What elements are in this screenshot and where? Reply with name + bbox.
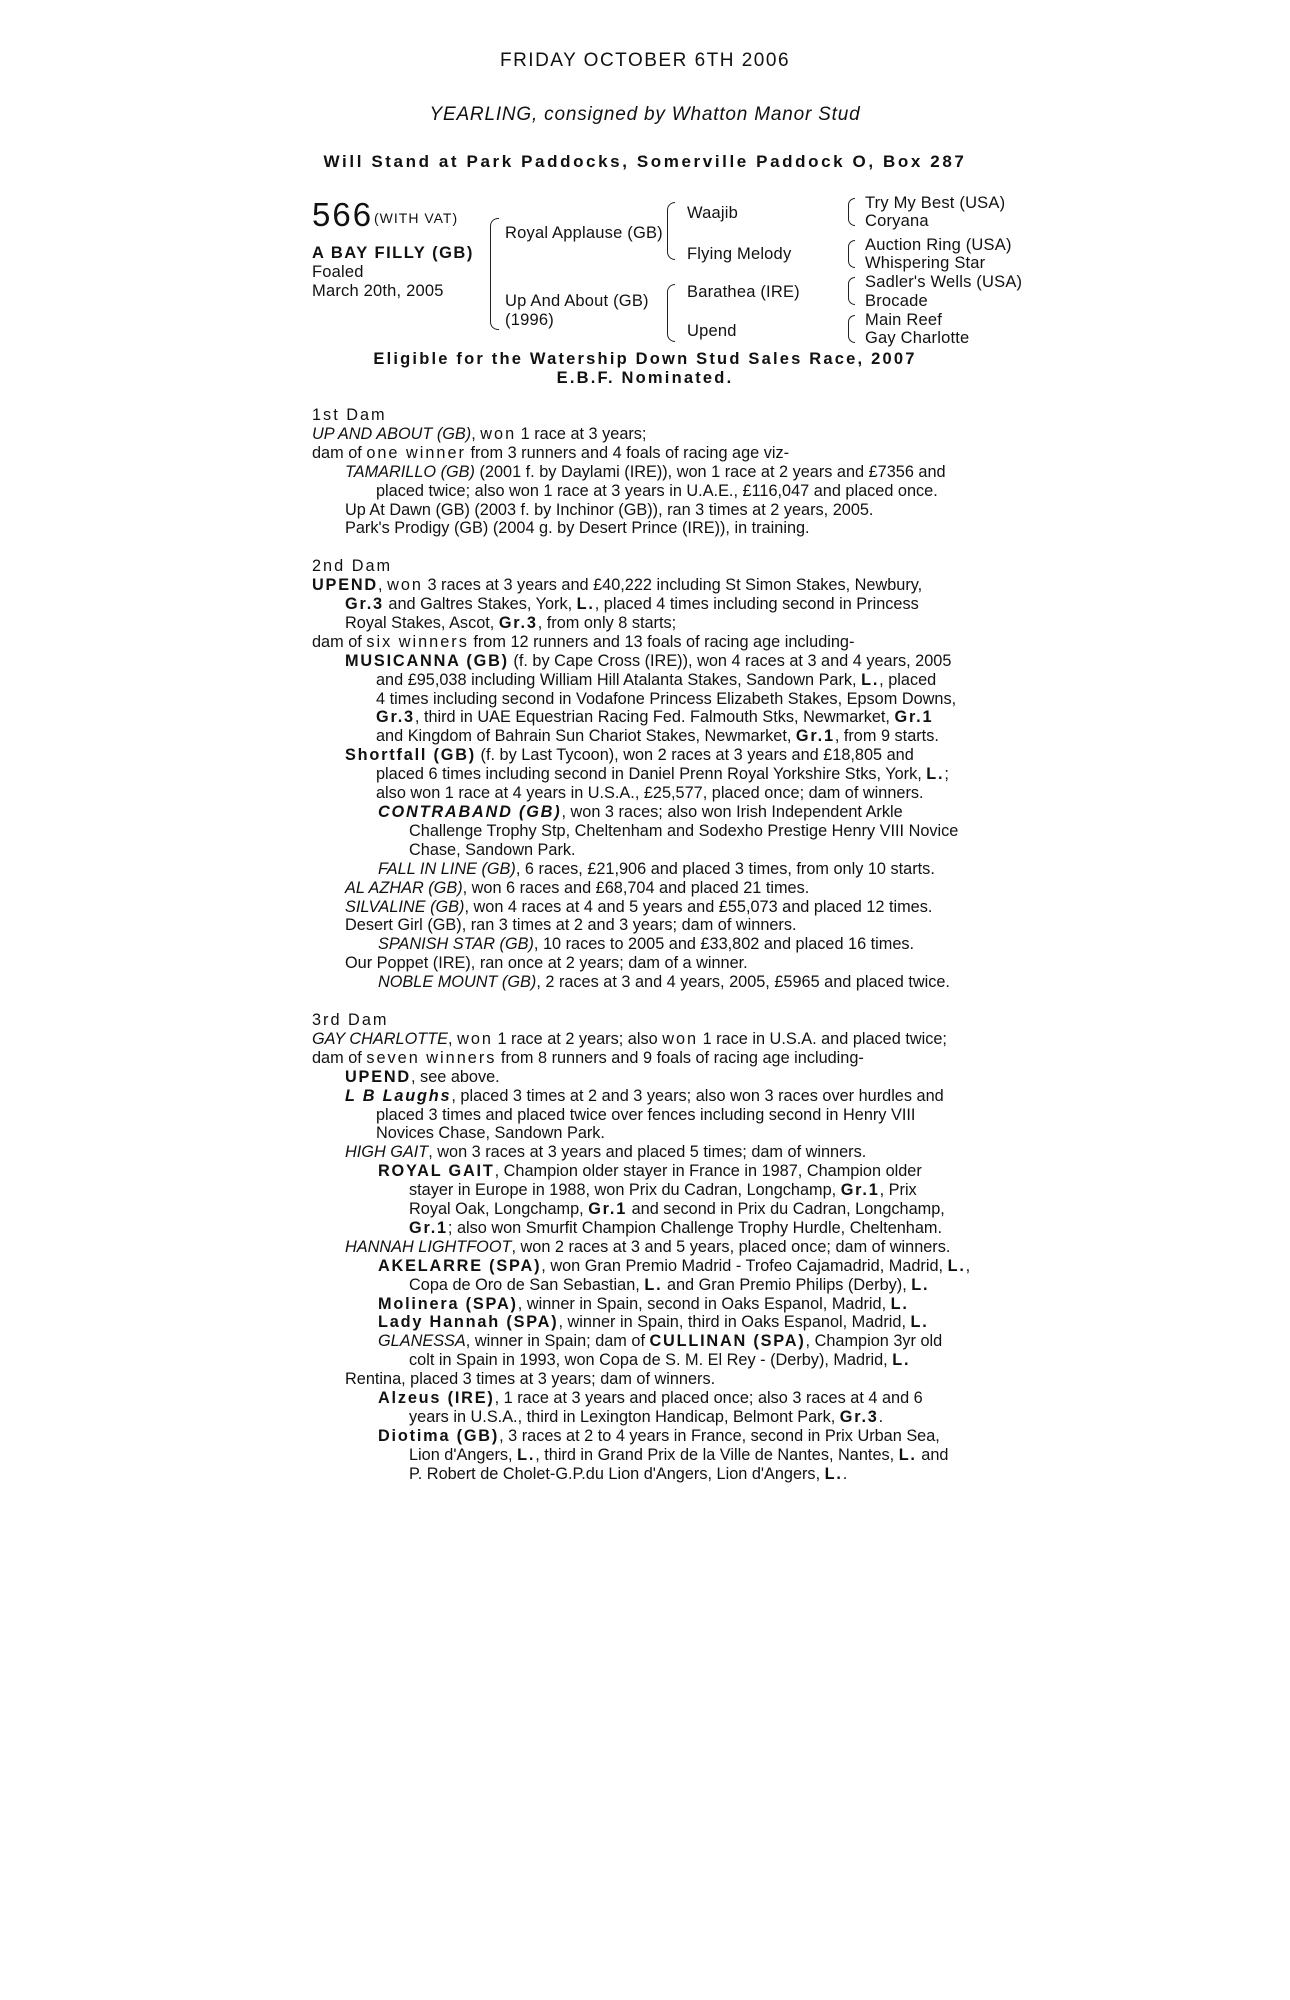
- text-line: years in U.S.A., third in Lexington Handicap, Belmont Park, Gr.3.: [409, 1408, 884, 1426]
- text-line: Molinera (SPA), winner in Spain, second in Oaks Espanol, Madrid, L.: [378, 1294, 909, 1313]
- pedigree-brace-sire: [667, 202, 675, 260]
- pedigree-dam: Up And About (GB): [505, 292, 649, 310]
- text-line: Gr.3, third in UAE Equestrian Racing Fed. Falmouth Stks, Newmarket, Gr.1: [376, 708, 934, 727]
- stand-location: Will Stand at Park Paddocks, Somerville Paddock O, Box 287: [323, 152, 967, 171]
- text-line: FALL IN LINE (GB), 6 races, £21,906 and placed 3 times, from only 10 starts.: [378, 859, 935, 878]
- second-dam-heading: 2nd Dam: [312, 557, 393, 576]
- pedigree-ggp: Auction Ring (USA): [865, 236, 1012, 254]
- pedigree-ggp: Coryana: [865, 212, 929, 230]
- text-line: placed 6 times including second in Daniel Prenn Royal Yorkshire Stks, York, L.;: [376, 765, 949, 784]
- text-line: AL AZHAR (GB), won 6 races and £68,704 and placed 21 times.: [345, 878, 810, 897]
- first-dam-heading: 1st Dam: [312, 406, 387, 424]
- text-line: colt in Spain in 1993, won Copa de S. M. El Rey - (Derby), Madrid, L.: [409, 1351, 911, 1370]
- pedigree-ggp: Main Reef: [865, 311, 943, 329]
- text-line: CONTRABAND (GB), won 3 races; also won Irish Independent Arkle: [378, 803, 903, 822]
- pedigree-brace-main: [490, 218, 499, 330]
- text-line: Lion d'Angers, L., third in Grand Prix de la Ville de Nantes, Nantes, L. and: [409, 1445, 949, 1464]
- text-line: Our Poppet (IRE), ran once at 2 years; dam of a winner.: [345, 954, 748, 973]
- text-line: Lady Hannah (SPA), winner in Spain, third in Oaks Espanol, Madrid, L.: [378, 1313, 929, 1332]
- text-line: HIGH GAIT, won 3 races at 3 years and placed 5 times; dam of winners.: [345, 1143, 867, 1162]
- text-line: placed 3 times and placed twice over fences including second in Henry VIII: [376, 1105, 916, 1124]
- text-line: Rentina, placed 3 times at 3 years; dam of winners.: [345, 1370, 716, 1389]
- text-line: also won 1 race at 4 years in U.S.A., £25,577, placed once; dam of winners.: [376, 784, 924, 803]
- pedigree-brace-ggp-1: [848, 198, 855, 226]
- text-line: Royal Oak, Longchamp, Gr.1 and second in Prix du Cadran, Longchamp,: [409, 1200, 945, 1219]
- text-line: Challenge Trophy Stp, Cheltenham and Sodexho Prestige Henry VIII Novice: [409, 821, 959, 840]
- text-line: 4 times including second in Vodafone Princess Elizabeth Stakes, Epsom Downs,: [376, 689, 957, 708]
- text-line: Novices Chase, Sandown Park.: [376, 1124, 605, 1143]
- text-line: SILVALINE (GB), won 4 races at 4 and 5 years and £55,073 and placed 12 times.: [345, 897, 933, 916]
- text-line: GLANESSA, winner in Spain; dam of CULLINAN (SPA), Champion 3yr old: [378, 1332, 943, 1351]
- pedigree-ggp: Sadler's Wells (USA): [865, 273, 1023, 291]
- text-line: Shortfall (GB) (f. by Last Tycoon), won 2 races at 3 years and £18,805 and: [345, 746, 914, 765]
- pedigree-ggp: Brocade: [865, 292, 928, 310]
- text-line: AKELARRE (SPA), won Gran Premio Madrid - Trofeo Cajamadrid, Madrid, L.,: [378, 1256, 971, 1275]
- text-line: TAMARILLO (GB) (2001 f. by Daylami (IRE)), won 1 race at 2 years and £7356 and: [345, 462, 946, 481]
- foaled-date: March 20th, 2005: [312, 282, 444, 300]
- text-line: HANNAH LIGHTFOOT, won 2 races at 3 and 5 years, placed once; dam of winners.: [345, 1237, 951, 1256]
- text-line: Copa de Oro de San Sebastian, L. and Gran Premio Philips (Derby), L.: [409, 1275, 930, 1294]
- text-line: Gr.3 and Galtres Stakes, York, L., placed 4 times including second in Princess: [345, 595, 919, 614]
- text-line: Chase, Sandown Park.: [409, 840, 576, 859]
- text-line: Up At Dawn (GB) (2003 f. by Inchinor (GB)), ran 3 times at 2 years, 2005.: [345, 500, 874, 519]
- pedigree-brace-ggp-4: [848, 315, 855, 343]
- text-line: ROYAL GAIT, Champion older stayer in France in 1987, Champion older: [378, 1162, 922, 1181]
- ebf-line: E.B.F. Nominated.: [556, 369, 734, 387]
- text-line: P. Robert de Cholet-G.P.du Lion d'Angers, Lion d'Angers, L..: [409, 1464, 848, 1483]
- pedigree-dam-dam: Upend: [687, 322, 737, 340]
- foaled-label: Foaled: [312, 263, 364, 281]
- vat-note: (WITH VAT): [374, 210, 459, 226]
- text-line: Desert Girl (GB), ran 3 times at 2 and 3 years; dam of winners.: [345, 916, 797, 935]
- text-line: MUSICANNA (GB) (f. by Cape Cross (IRE)), won 4 races at 3 and 4 years, 2005: [345, 651, 952, 670]
- eligibility-line: Eligible for the Watership Down Stud Sales Race, 2007: [373, 350, 917, 368]
- pedigree-brace-ggp-2: [848, 240, 855, 268]
- lot-number: 566: [312, 196, 374, 233]
- pedigree-brace-dam: [667, 284, 675, 342]
- text-line: GAY CHARLOTTE, won 1 race at 2 years; also won 1 race in U.S.A. and placed twice;: [312, 1029, 947, 1048]
- text-line: UPEND, see above.: [345, 1067, 500, 1086]
- text-line: L B Laughs, placed 3 times at 2 and 3 years; also won 3 races over hurdles and: [345, 1086, 944, 1105]
- text-line: and £95,038 including William Hill Atalanta Stakes, Sandown Park, L., placed: [376, 670, 937, 689]
- text-line: dam of seven winners from 8 runners and 9 foals of racing age including-: [312, 1048, 864, 1067]
- text-line: dam of six winners from 12 runners and 13 foals of racing age including-: [312, 632, 855, 651]
- pedigree-dam-year: (1996): [505, 311, 554, 329]
- dam-line-text: [312, 406, 982, 1484]
- text-line: UPEND, won 3 races at 3 years and £40,222 including St Simon Stakes, Newbury,: [312, 576, 923, 595]
- text-line: UP AND ABOUT (GB), won 1 race at 3 years;: [312, 424, 647, 443]
- text-line: NOBLE MOUNT (GB), 2 races at 3 and 4 years, 2005, £5965 and placed twice.: [378, 973, 950, 992]
- text-line: placed twice; also won 1 race at 3 years in U.A.E., £116,047 and placed once.: [376, 481, 938, 500]
- pedigree-ggp: Whispering Star: [865, 254, 986, 272]
- pedigree-sire: Royal Applause (GB): [505, 224, 663, 242]
- text-line: stayer in Europe in 1988, won Prix du Cadran, Longchamp, Gr.1, Prix: [409, 1181, 917, 1200]
- pedigree-dam-sire: Barathea (IRE): [687, 283, 800, 301]
- text-line: Royal Stakes, Ascot, Gr.3, from only 8 starts;: [345, 613, 677, 632]
- text-line: and Kingdom of Bahrain Sun Chariot Stakes, Newmarket, Gr.1, from 9 starts.: [376, 727, 939, 746]
- text-line: Diotima (GB), 3 races at 2 to 4 years in France, second in Prix Urban Sea,: [378, 1426, 940, 1445]
- pedigree-brace-ggp-3: [848, 277, 855, 305]
- third-dam-heading: 3rd Dam: [312, 1010, 389, 1029]
- text-line: Park's Prodigy (GB) (2004 g. by Desert Prince (IRE)), in training.: [345, 519, 810, 538]
- sale-date: FRIDAY OCTOBER 6TH 2006: [499, 50, 791, 71]
- text-line: Gr.1; also won Smurfit Champion Challenge Trophy Hurdle, Cheltenham.: [409, 1218, 943, 1237]
- pedigree-sire-sire: Waajib: [687, 204, 739, 222]
- pedigree-ggp: Try My Best (USA): [865, 194, 1006, 212]
- text-line: Alzeus (IRE), 1 race at 3 years and placed once; also 3 races at 4 and 6: [378, 1389, 923, 1408]
- text-line: dam of one winner from 3 runners and 4 foals of racing age viz-: [312, 443, 790, 462]
- text-line: SPANISH STAR (GB), 10 races to 2005 and £33,802 and placed 16 times.: [378, 935, 915, 954]
- consignment-line: YEARLING, consigned by Whatton Manor Stud: [429, 104, 861, 125]
- lot-description: A BAY FILLY (GB): [312, 244, 474, 262]
- pedigree-ggp: Gay Charlotte: [865, 329, 970, 347]
- pedigree-sire-dam: Flying Melody: [687, 245, 792, 263]
